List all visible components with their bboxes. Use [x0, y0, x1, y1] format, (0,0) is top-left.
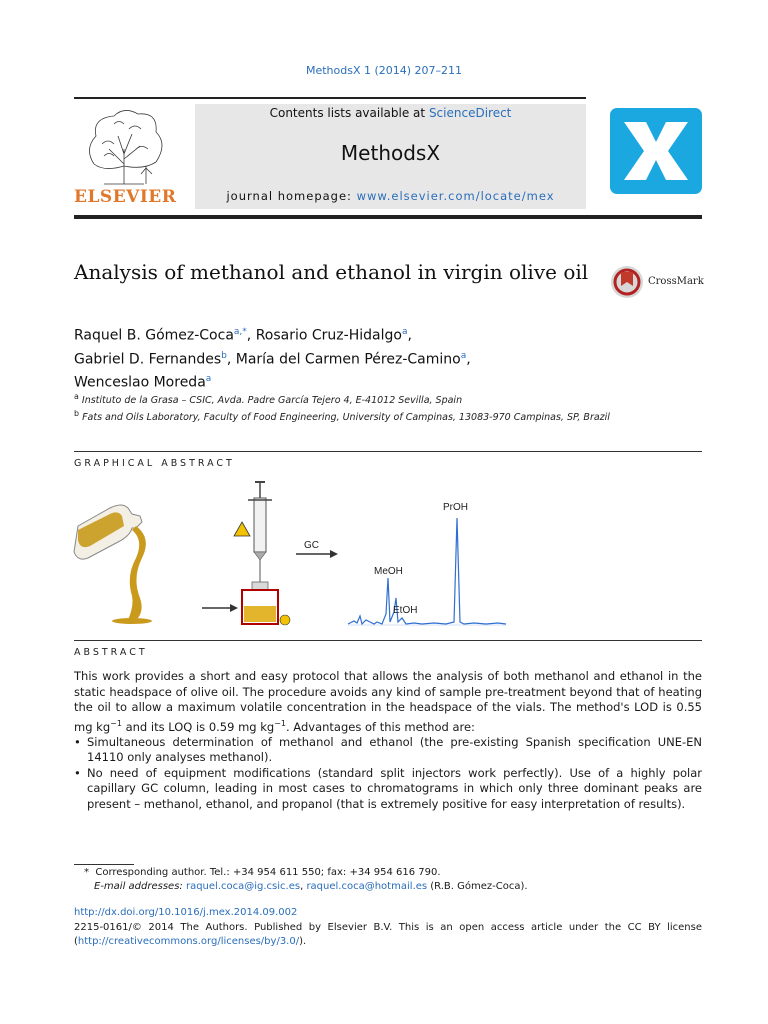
journal-homepage [195, 189, 586, 203]
oil-bottle [74, 505, 142, 559]
abstract-paragraph [74, 669, 702, 735]
elsevier-wordmark: ELSEVIER [74, 187, 177, 207]
abstract-rule [74, 640, 702, 641]
author-line-1 [74, 322, 634, 346]
chromatogram-trace [348, 518, 506, 624]
homepage-link[interactable]: www.elsevier.com/locate/mex [356, 189, 555, 203]
author-separator: , [246, 327, 256, 344]
author-separator: , [407, 327, 412, 344]
affiliation-a [74, 390, 634, 407]
affiliation-b [74, 407, 634, 424]
license-text: 2215-0161/© 2014 The Authors. Published by Elsevier B.V. This is an open access article under the CC BY license ( [74, 922, 702, 947]
abstract-body [74, 669, 702, 812]
abstract-text: and its LOQ is 0.59 mg kg [121, 719, 275, 734]
article-title: Analysis of methanol and ethanol in virgin olive oil [74, 260, 589, 284]
footnote-rule [74, 864, 134, 865]
author-list [74, 322, 634, 393]
syringe-icon [248, 482, 272, 582]
oil-puddle [112, 618, 152, 624]
header-rule [74, 97, 586, 99]
methodsx-logo [610, 108, 702, 194]
peak-label-meoh: MeOH [374, 566, 403, 577]
flame-warning-icon [280, 615, 290, 625]
author-line-2 [74, 346, 634, 370]
author-affil-mark[interactable]: a [460, 350, 467, 361]
unit-exponent: −1 [110, 718, 122, 728]
license-end: ). [299, 936, 307, 947]
author-name: María del Carmen Pérez-Camino [235, 351, 461, 368]
license-note [74, 921, 702, 949]
unit-exponent: −1 [274, 718, 286, 728]
contents-line [195, 106, 586, 120]
email-link-2[interactable]: raquel.coca@hotmail.es [306, 881, 428, 892]
author-affil-mark[interactable]: a [205, 374, 212, 385]
methodsx-x-icon [610, 108, 702, 194]
footnote [74, 866, 702, 894]
email-note [74, 880, 702, 894]
header-thick-rule [74, 215, 702, 219]
author-affil-mark[interactable]: a,* [233, 327, 247, 337]
author-affil-mark[interactable]: a [401, 327, 408, 337]
author-name: Rosario Cruz-Hidalgo [255, 327, 402, 344]
affiliation-mark: b [74, 409, 80, 419]
sciencedirect-link[interactable]: ScienceDirect [428, 106, 512, 120]
advantages-list [74, 735, 702, 813]
email-link-1[interactable]: raquel.coca@ig.csic.es [185, 881, 301, 892]
email-suffix: (R.B. Gómez-Coca). [427, 881, 528, 892]
abstract-text: . Advantages of this method are: [286, 719, 475, 734]
peak-label-proh: PrOH [443, 502, 468, 513]
heat-warning-icon [234, 522, 250, 536]
journal-title: MethodsX [340, 141, 441, 165]
abstract-heading: ABSTRACT [74, 647, 148, 658]
oil-stream [128, 526, 146, 620]
crossmark-label[interactable]: CrossMark [648, 276, 704, 287]
graphical-abstract-rule [74, 451, 702, 452]
arrow-to-vial-icon [202, 604, 238, 612]
affiliation-mark: a [74, 392, 79, 401]
graphical-abstract-figure [70, 478, 510, 628]
graphical-abstract-heading: GRAPHICAL ABSTRACT [74, 458, 235, 469]
affiliation-text: Instituto de la Grasa – CSIC, Avda. Padre García Tejero 4, E-41012 Sevilla, Spain [81, 395, 463, 407]
journal-citation[interactable]: MethodsX 1 (2014) 207–211 [305, 64, 463, 77]
author-name: Wenceslao Moreda [74, 374, 206, 391]
author-name: Gabriel D. Fernandes [74, 351, 222, 368]
email-label: E-mail addresses: [94, 881, 183, 892]
list-item: • No need of equipment modifications (standard split injectors work perfectly). Use of a highly polar capillary GC column, leading in most cases to chromatograms in which only three dominant peaks are present – methanol, ethanol, and propanol (that is extremely positive for easy interpretation of results). [74, 766, 702, 813]
author-affil-mark[interactable]: b [221, 350, 227, 361]
contents-prefix: Contents lists available at [269, 106, 429, 120]
author-separator: , [226, 351, 236, 368]
footnote-star: * [84, 867, 89, 878]
list-item: • Simultaneous determination of methanol and ethanol (the pre-existing Spanish specification UNE-EN 14110 only analyses methanol). [74, 735, 702, 766]
homepage-prefix: journal homepage: [226, 189, 357, 203]
peak-label-etoh: EtOH [393, 605, 418, 616]
corresponding-text: Corresponding author. Tel.: +34 954 611 550; fax: +34 954 616 790. [95, 867, 441, 878]
gc-arrow-icon [296, 550, 338, 558]
affiliations [74, 390, 634, 424]
gc-label: GC [304, 540, 319, 551]
doi-link[interactable]: http://dx.doi.org/10.1016/j.mex.2014.09.002 [74, 907, 298, 918]
abstract-text: This work provides a short and easy protocol that allows the analysis of both methanol and ethanol in the static headspace of olive oil. The procedure avoids any kind of sample pre-treatment beyond that of heating the oil to allow a maximum volatile concentration in the headspace of the vials. The method's LOD is 0.55 mg kg [74, 669, 702, 734]
author-separator: , [466, 351, 471, 368]
email-separator: , [300, 881, 307, 892]
headspace-vial [242, 582, 278, 624]
corresponding-author-note [74, 866, 702, 880]
affiliation-text: Fats and Oils Laboratory, Faculty of Food Engineering, University of Campinas, 13083-970 Campinas, SP, Brazil [82, 412, 610, 424]
author-name: Raquel B. Gómez-Coca [74, 327, 234, 344]
license-link[interactable]: http://creativecommons.org/licenses/by/3.0/ [77, 936, 300, 947]
